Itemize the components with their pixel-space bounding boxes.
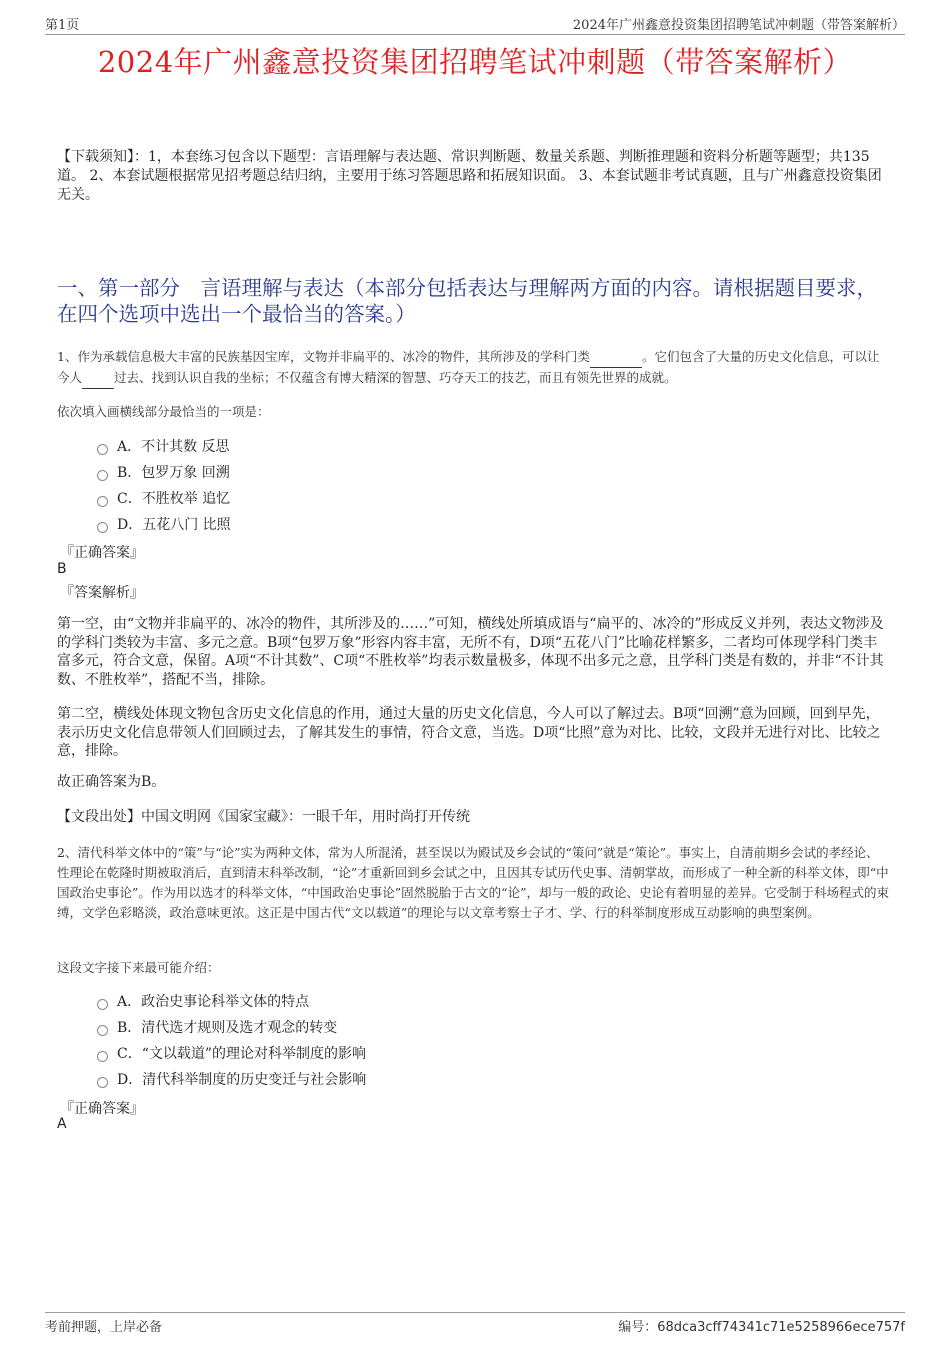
option-d[interactable]: D．五花八门 比照 [97, 511, 231, 537]
analysis-paragraph-2: 第二空，横线处体现文物包含历史文化信息的作用，通过大量的历史文化信息，今人可以了解过去。B项“回溯”意为回顾，回到早先，表示历史文化信息带领人们回顾过去，了解其发生的事情，符合文意，当选。D项“比照”意为对比、比较，文段并无进行对比、比较之意，排除。 [57, 706, 881, 759]
option-b[interactable]: B．清代选才规则及选才观念的转变 [97, 1014, 366, 1040]
radio-icon[interactable] [97, 1051, 108, 1062]
analysis-conclusion: 故正确答案为B。 [57, 774, 166, 790]
radio-icon[interactable] [97, 999, 108, 1010]
blank-2 [82, 368, 114, 389]
section-heading: 一、第一部分 言语理解与表达（本部分包括表达与理解两方面的内容。请根据题目要求，在四个选项中选出一个最恰当的答案。） [57, 276, 877, 326]
radio-icon[interactable] [97, 444, 108, 455]
footer-code: 编号：68dca3cff74341c71e5258966ece757f [618, 1320, 905, 1335]
question-2-prompt: 这段文字接下来最可能介绍： [57, 960, 220, 975]
option-c[interactable]: C．不胜枚举 追忆 [97, 485, 231, 511]
answer-label: 『正确答案』 [60, 1101, 144, 1117]
question-1-text-a: 1、作为承载信息极大丰富的民族基因宝库，文物并非扁平的、冰冷的物件，其所涉及的学科门类 [57, 349, 590, 364]
page-header [45, 14, 905, 35]
option-d[interactable]: D．清代科举制度的历史变迁与社会影响 [97, 1066, 366, 1092]
question-2-text: 2、清代科举文体中的“策”与“论”实为两种文体，常为人所混淆，甚至误以为殿试及乡会试的“策问”就是“策论”。事实上，自清前期乡会试的孝经论、性理论在乾隆时期被取消后，直到清末科举改制，“论”才重新回到乡会试之中，且因其专试历代史事、清朝掌故，而形成了一种全新的科举文体，即“中国政治史事论”。作为用以选才的科举文体，“中国政治史事论”固然脱胎于古文的“论”，却与一般的政论、史论有着明显的差异。它受制于科场程式的束缚，文学色彩略淡，政治意味更浓。这正是中国古代“文以载道”的理论与以文章考察士子才、学、行的科举制度形成互动影响的典型案例。 [57, 845, 889, 920]
option-a[interactable]: A．政治史事论科举文体的特点 [97, 988, 366, 1014]
header-doc-title: 2024年广州鑫意投资集团招聘笔试冲刺题（带答案解析） [572, 18, 905, 33]
question-1-text-c: 过去、找到认识自我的坐标；不仅蕴含有博大精深的智慧、巧夺天工的技艺，而且有领先世界的成就。 [114, 370, 677, 385]
page-number: 第1页 [45, 18, 80, 33]
option-a[interactable]: A．不计其数 反思 [97, 433, 231, 459]
footer-slogan: 考前押题，上岸必备 [45, 1320, 163, 1335]
answer-value: B [57, 561, 67, 577]
question-1-text [57, 347, 890, 389]
answer-value: A [57, 1116, 67, 1132]
question-1-text-b: 。它们包含了大量的历史文化信息，可以让今人 [57, 349, 880, 385]
blank-1 [590, 347, 642, 368]
page-footer [45, 1312, 905, 1335]
radio-icon[interactable] [97, 1025, 108, 1036]
answer-label: 『正确答案』 [60, 545, 144, 561]
download-notice: 【下载须知】：1，本套练习包含以下题型：言语理解与表达题、常识判断题、数量关系题、判断推理题和资料分析题等题型；共135道。 2、本套试题根据常见招考题总结归纳，主要用于练习答题思路和拓展知识面。 3、本套试题非考试真题，且与广州鑫意投资集团无关。 [57, 149, 882, 203]
question-1-options [97, 433, 231, 537]
option-b[interactable]: B．包罗万象 回溯 [97, 459, 231, 485]
radio-icon[interactable] [97, 470, 108, 481]
option-c[interactable]: C．“文以载道”的理论对科举制度的影响 [97, 1040, 366, 1066]
radio-icon[interactable] [97, 1077, 108, 1088]
question-2-options [97, 988, 366, 1092]
analysis-label: 『答案解析』 [60, 585, 144, 601]
analysis-paragraph-1: 第一空，由“文物并非扁平的、冰冷的物件，其所涉及的……”可知，横线处所填成语与“扁平的、冰冷的”形成反义并列，表达文物涉及的学科门类较为丰富、多元之意。B项“包罗万象”形容内容丰富，无所不有，D项“五花八门”比喻花样繁多，二者均可体现学科门类丰富多元，符合文意，保留。A项“不计其数”、C项“不胜枚举”均表示数量极多，体现不出多元之意，且学科门类是有数的，并非“不计其数、不胜枚举”，搭配不当，排除。 [57, 616, 884, 688]
radio-icon[interactable] [97, 496, 108, 507]
radio-icon[interactable] [97, 522, 108, 533]
question-1-prompt: 依次填入画横线部分最恰当的一项是： [57, 404, 270, 419]
text-source: 【文段出处】中国文明网《国家宝藏》：一眼千年，用时尚打开传统 [57, 809, 470, 825]
document-title: 2024年广州鑫意投资集团招聘笔试冲刺题（带答案解析） [97, 45, 853, 79]
